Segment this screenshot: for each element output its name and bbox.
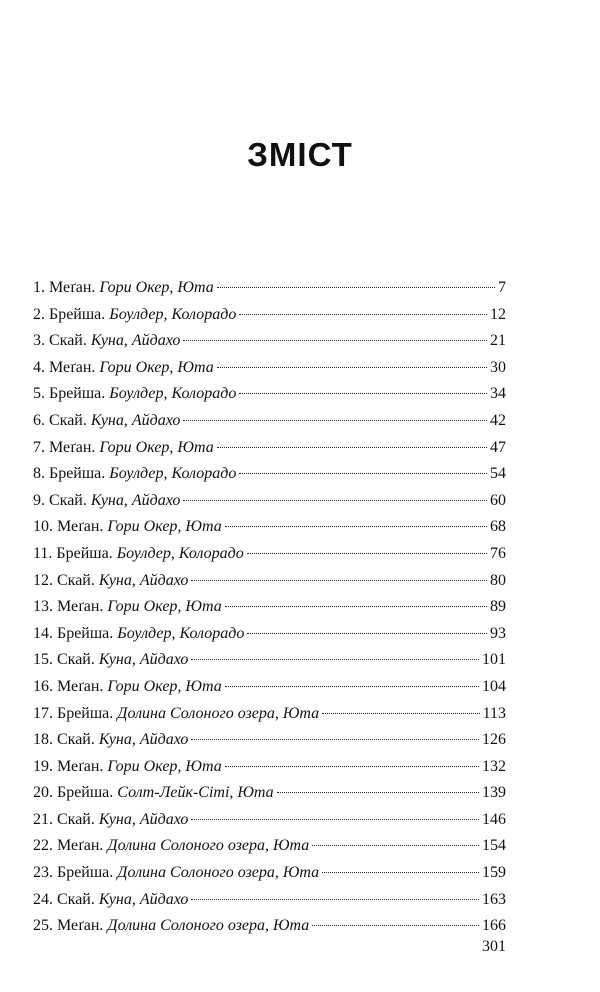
- chapter-page: 68: [490, 518, 506, 536]
- dot-leader: [191, 739, 479, 740]
- toc-entry: [33, 701, 506, 728]
- chapter-number: 8.: [33, 465, 45, 483]
- chapter-number: 14.: [33, 624, 53, 642]
- chapter-number: 24.: [33, 890, 53, 908]
- table-of-contents: [33, 275, 506, 940]
- chapter-narrator: Брейша.: [57, 704, 114, 722]
- chapter-number: 9.: [33, 491, 45, 509]
- chapter-narrator: Брейша.: [49, 305, 106, 323]
- dot-leader: [225, 526, 487, 527]
- chapter-page: 54: [490, 465, 506, 483]
- chapter-page: 80: [490, 571, 506, 589]
- chapter-page: 101: [482, 651, 506, 669]
- chapter-narrator: Меґан.: [57, 837, 104, 855]
- chapter-narrator: Меґан.: [49, 438, 96, 456]
- chapter-place: Куна, Айдахо: [98, 731, 189, 749]
- dot-leader: [247, 633, 487, 634]
- toc-entry: [33, 514, 506, 541]
- chapter-place: Боулдер, Колорадо: [109, 385, 237, 403]
- dot-leader: [217, 367, 487, 368]
- chapter-page: 132: [482, 757, 506, 775]
- chapter-place: Долина Солоного озера, Юта: [117, 864, 320, 882]
- chapter-place: Гори Окер, Юта: [99, 358, 214, 376]
- chapter-narrator: Брейша.: [56, 544, 113, 562]
- dot-leader: [225, 686, 479, 687]
- chapter-narrator: Скай.: [57, 571, 95, 589]
- chapter-place: Боулдер, Колорадо: [109, 305, 237, 323]
- chapter-number: 25.: [33, 917, 53, 935]
- dot-leader: [322, 872, 479, 873]
- chapter-place: Куна, Айдахо: [90, 491, 181, 509]
- toc-entry: [33, 568, 506, 595]
- chapter-narrator: Скай.: [57, 890, 95, 908]
- chapter-page: 104: [482, 677, 506, 695]
- dot-leader: [183, 500, 487, 501]
- toc-entry: [33, 887, 506, 914]
- chapter-narrator: Скай.: [57, 651, 95, 669]
- chapter-number: 23.: [33, 864, 53, 882]
- dot-leader: [247, 553, 487, 554]
- chapter-narrator: Скай.: [49, 491, 87, 509]
- chapter-number: 11.: [33, 544, 53, 562]
- chapter-place: Боулдер, Колорадо: [117, 624, 245, 642]
- chapter-narrator: Меґан.: [49, 358, 96, 376]
- chapter-page: 7: [498, 279, 506, 296]
- chapter-place: Куна, Айдахо: [98, 571, 189, 589]
- chapter-page: 163: [482, 890, 506, 908]
- chapter-page: 60: [490, 491, 506, 509]
- chapter-narrator: Брейша.: [57, 784, 114, 802]
- chapter-page: 159: [482, 864, 506, 882]
- chapter-number: 18.: [33, 731, 53, 749]
- chapter-place: Боулдер, Колорадо: [109, 465, 237, 483]
- toc-entry: [33, 594, 506, 621]
- dot-leader: [322, 713, 479, 714]
- chapter-page: 89: [490, 598, 506, 616]
- dot-leader: [183, 340, 487, 341]
- toc-entry: [33, 621, 506, 648]
- dot-leader: [183, 420, 487, 421]
- toc-entry: [33, 461, 506, 488]
- chapter-page: 42: [490, 411, 506, 429]
- chapter-page: 154: [482, 837, 506, 855]
- chapter-place: Боулдер, Колорадо: [116, 544, 244, 562]
- toc-entry: [33, 807, 506, 834]
- toc-entry: [33, 302, 506, 329]
- chapter-page: 76: [490, 544, 506, 562]
- chapter-narrator: Меґан.: [57, 757, 104, 775]
- chapter-narrator: Скай.: [57, 731, 95, 749]
- chapter-place: Гори Окер, Юта: [107, 518, 222, 536]
- dot-leader: [312, 925, 479, 926]
- chapter-narrator: Скай.: [57, 810, 95, 828]
- chapter-page: 126: [482, 731, 506, 749]
- chapter-number: 16.: [33, 677, 53, 695]
- chapter-place: Куна, Айдахо: [98, 651, 189, 669]
- page-number: 301: [482, 938, 506, 955]
- chapter-place: Долина Солоного озера, Юта: [117, 704, 320, 722]
- chapter-number: 21.: [33, 810, 53, 828]
- dot-leader: [239, 473, 487, 474]
- chapter-place: Солт-Лейк-Сіті, Юта: [117, 784, 274, 802]
- dot-leader: [191, 580, 487, 581]
- chapter-narrator: Брейша.: [57, 864, 114, 882]
- chapter-place: Гори Окер, Юта: [107, 757, 222, 775]
- toc-entry: [33, 435, 506, 462]
- chapter-place: Куна, Айдахо: [98, 810, 189, 828]
- toc-entry: [33, 833, 506, 860]
- dot-leader: [225, 606, 487, 607]
- chapter-number: 10.: [33, 518, 53, 536]
- chapter-place: Долина Солоного озера, Юта: [107, 917, 310, 935]
- chapter-page: 93: [490, 624, 506, 642]
- chapter-number: 12.: [33, 571, 53, 589]
- toc-entry: [33, 328, 506, 355]
- chapter-number: 17.: [33, 704, 53, 722]
- chapter-place: Долина Солоного озера, Юта: [107, 837, 310, 855]
- dot-leader: [277, 792, 479, 793]
- dot-leader: [225, 766, 479, 767]
- chapter-number: 5.: [33, 385, 45, 403]
- toc-entry: [33, 275, 506, 302]
- toc-entry: [33, 913, 506, 940]
- page-title: ЗМІСТ: [247, 136, 353, 173]
- dot-leader: [239, 393, 487, 394]
- dot-leader: [191, 819, 479, 820]
- toc-entry: [33, 355, 506, 382]
- dot-leader: [312, 845, 479, 846]
- chapter-narrator: Меґан.: [57, 518, 104, 536]
- dot-leader: [191, 659, 479, 660]
- dot-leader: [217, 447, 487, 448]
- toc-entry: [33, 727, 506, 754]
- toc-entry: [33, 647, 506, 674]
- toc-entry: [33, 408, 506, 435]
- toc-entry: [33, 860, 506, 887]
- toc-entry: [33, 488, 506, 515]
- chapter-narrator: Брейша.: [49, 385, 106, 403]
- chapter-place: Куна, Айдахо: [98, 890, 189, 908]
- chapter-narrator: Скай.: [49, 332, 87, 350]
- chapter-number: 4.: [33, 358, 45, 376]
- chapter-number: 7.: [33, 438, 45, 456]
- chapter-page: 139: [482, 784, 506, 802]
- chapter-page: 113: [482, 704, 506, 722]
- chapter-narrator: Брейша.: [57, 624, 114, 642]
- chapter-place: Куна, Айдахо: [90, 332, 181, 350]
- chapter-page: 12: [490, 305, 506, 323]
- chapter-place: Гори Окер, Юта: [99, 438, 214, 456]
- chapter-page: 146: [482, 810, 506, 828]
- chapter-number: 2.: [33, 305, 45, 323]
- chapter-number: 6.: [33, 411, 45, 429]
- chapter-narrator: Скай.: [49, 411, 87, 429]
- chapter-place: Гори Окер, Юта: [107, 677, 222, 695]
- chapter-page: 47: [490, 438, 506, 456]
- chapter-place: Гори Окер, Юта: [99, 279, 214, 296]
- chapter-number: 13.: [33, 598, 53, 616]
- toc-entry: [33, 541, 506, 568]
- chapter-narrator: Брейша.: [49, 465, 106, 483]
- chapter-number: 22.: [33, 837, 53, 855]
- toc-entry: [33, 674, 506, 701]
- chapter-narrator: Меґан.: [57, 677, 104, 695]
- chapter-page: 21: [490, 332, 506, 350]
- toc-entry: [33, 780, 506, 807]
- dot-leader: [191, 899, 479, 900]
- chapter-page: 166: [482, 917, 506, 935]
- toc-entry: [33, 381, 506, 408]
- chapter-number: 3.: [33, 332, 45, 350]
- chapter-narrator: Меґан.: [57, 598, 104, 616]
- chapter-narrator: Меґан.: [49, 279, 96, 296]
- chapter-place: Куна, Айдахо: [90, 411, 181, 429]
- dot-leader: [239, 314, 487, 315]
- chapter-number: 19.: [33, 757, 53, 775]
- chapter-number: 15.: [33, 651, 53, 669]
- chapter-narrator: Меґан.: [57, 917, 104, 935]
- chapter-page: 34: [490, 385, 506, 403]
- chapter-place: Гори Окер, Юта: [107, 598, 222, 616]
- dot-leader: [217, 287, 495, 288]
- chapter-number: 1.: [33, 279, 45, 296]
- chapter-number: 20.: [33, 784, 53, 802]
- chapter-page: 30: [490, 358, 506, 376]
- toc-entry: [33, 754, 506, 781]
